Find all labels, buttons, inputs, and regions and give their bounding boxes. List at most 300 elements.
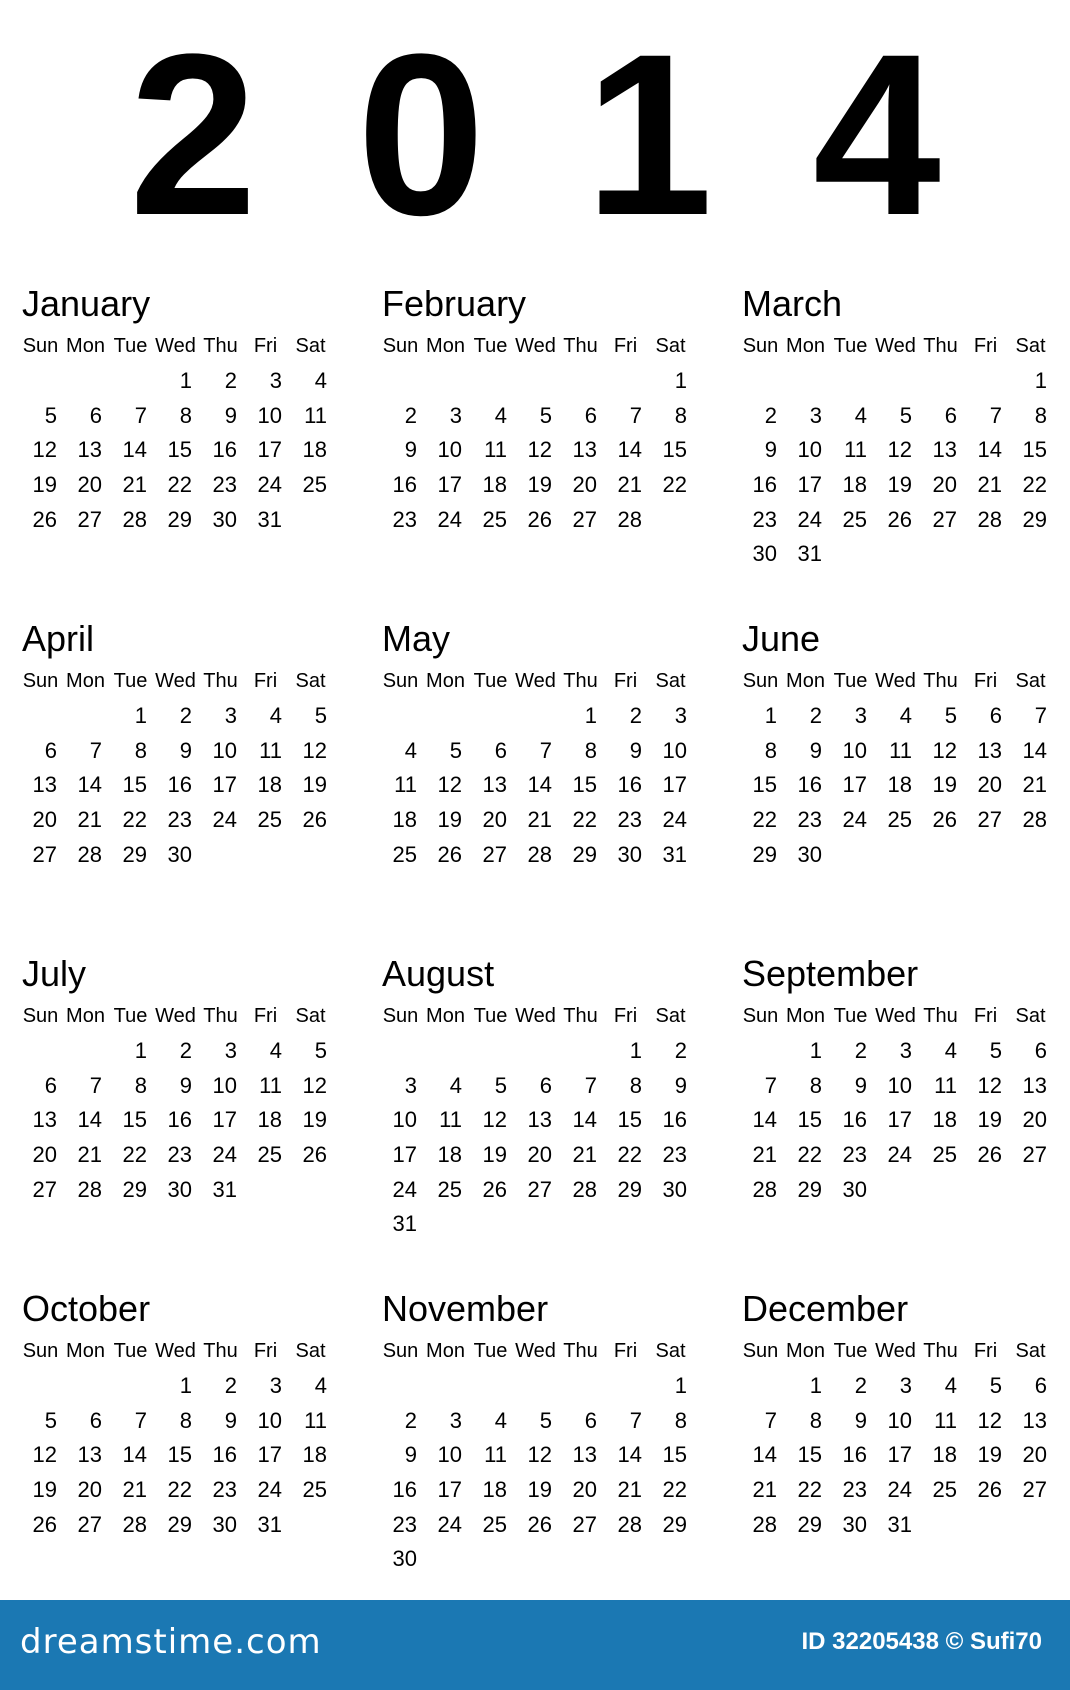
week-row xyxy=(378,1034,738,1069)
week-row xyxy=(738,803,1058,838)
day-cell: 12 xyxy=(32,1442,57,1468)
day-cell: 17 xyxy=(257,1442,282,1468)
week-row xyxy=(18,1173,378,1208)
day-cell: 25 xyxy=(887,807,912,833)
day-cell: 28 xyxy=(752,1176,777,1202)
day-cell: 23 xyxy=(392,1511,417,1537)
day-cell: 6 xyxy=(539,1072,552,1098)
day-cell: 18 xyxy=(257,772,282,798)
day-cell: 23 xyxy=(167,1142,192,1168)
weekday-label: Sat xyxy=(1015,1340,1046,1362)
day-cell: 22 xyxy=(662,472,687,498)
week-row xyxy=(738,537,1058,572)
day-cell: 4 xyxy=(944,1373,957,1398)
week-row xyxy=(738,838,1058,873)
weekday-label: Sun xyxy=(382,335,419,357)
day-cell: 20 xyxy=(77,472,102,498)
day-cell: 7 xyxy=(134,1407,147,1433)
day-cell: 25 xyxy=(257,1142,282,1168)
day-cell xyxy=(378,364,423,399)
day-cell: 19 xyxy=(887,472,912,498)
day-cell: 16 xyxy=(842,1107,867,1133)
day-cell: 15 xyxy=(752,772,777,798)
week-row xyxy=(18,1103,378,1138)
day-cell: 21 xyxy=(77,1142,102,1168)
day-cell: 16 xyxy=(797,772,822,798)
day-cell: 7 xyxy=(629,402,642,428)
day-cell: 24 xyxy=(797,506,822,532)
day-cell: 21 xyxy=(617,1477,642,1503)
day-cell: 17 xyxy=(797,472,822,498)
week-row xyxy=(18,399,378,434)
day-cell: 14 xyxy=(617,1442,642,1468)
week-row xyxy=(378,1103,738,1138)
day-cell: 10 xyxy=(257,1407,282,1433)
day-cell: 5 xyxy=(44,1407,57,1433)
weekday-label: Sun xyxy=(382,1340,419,1362)
day-cell xyxy=(918,838,963,873)
weekday-label: Wed xyxy=(155,1005,196,1027)
month-name: May xyxy=(382,618,451,659)
weekday-label: Thu xyxy=(923,335,958,357)
week-row xyxy=(738,1173,1058,1208)
day-cell: 18 xyxy=(932,1107,957,1133)
week-row xyxy=(18,734,378,769)
day-cell: 11 xyxy=(394,772,417,798)
day-cell: 28 xyxy=(77,841,102,867)
day-cell: 14 xyxy=(77,1107,102,1133)
weekday-header xyxy=(18,663,378,699)
day-cell: 20 xyxy=(527,1142,552,1168)
week-row xyxy=(738,433,1058,468)
day-cell: 29 xyxy=(797,1511,822,1537)
day-cell: 25 xyxy=(932,1142,957,1168)
day-cell xyxy=(648,503,693,538)
weekday-label: Sat xyxy=(655,1340,686,1362)
week-row xyxy=(18,503,378,538)
weekday-label: Tue xyxy=(833,670,868,692)
day-cell: 19 xyxy=(977,1107,1002,1133)
week-row xyxy=(378,1369,738,1404)
day-cell: 15 xyxy=(797,1107,822,1133)
day-cell: 3 xyxy=(809,402,822,428)
weekday-label: Thu xyxy=(203,335,238,357)
day-cell: 19 xyxy=(932,772,957,798)
day-cell: 12 xyxy=(527,437,552,463)
day-cell: 7 xyxy=(1034,703,1047,728)
day-cell: 9 xyxy=(629,737,642,763)
day-cell xyxy=(513,1542,558,1577)
day-cell xyxy=(918,537,963,572)
day-cell: 17 xyxy=(257,437,282,463)
day-cell xyxy=(828,364,873,399)
day-cell: 14 xyxy=(122,437,147,463)
day-cell xyxy=(18,364,63,399)
day-cell xyxy=(468,1542,513,1577)
day-cell: 23 xyxy=(842,1477,867,1503)
day-cell xyxy=(558,1207,603,1242)
weekday-label: Tue xyxy=(113,1340,148,1362)
day-cell: 20 xyxy=(32,1142,57,1168)
year-digit: 2 xyxy=(129,6,258,263)
day-cell: 2 xyxy=(404,402,417,428)
weekday-label: Wed xyxy=(515,1340,556,1362)
day-cell: 7 xyxy=(134,402,147,428)
day-cell: 11 xyxy=(934,1407,957,1433)
day-cell: 3 xyxy=(899,1373,912,1398)
week-row xyxy=(378,838,738,873)
day-cell: 26 xyxy=(977,1142,1002,1168)
day-cell: 23 xyxy=(167,807,192,833)
day-cell xyxy=(243,838,288,873)
day-cell: 30 xyxy=(662,1176,687,1202)
day-cell: 27 xyxy=(77,1511,102,1537)
day-cell xyxy=(963,838,1008,873)
day-cell: 10 xyxy=(797,437,822,463)
day-cell: 26 xyxy=(32,506,57,532)
year-title xyxy=(0,6,1070,263)
day-cell: 2 xyxy=(404,1407,417,1433)
week-row xyxy=(378,364,738,399)
day-cell xyxy=(513,364,558,399)
day-cell: 4 xyxy=(269,703,282,728)
day-cell xyxy=(603,1369,648,1404)
day-cell xyxy=(423,1207,468,1242)
day-cell: 29 xyxy=(662,1511,687,1537)
month-name: June xyxy=(742,618,821,659)
day-cell: 26 xyxy=(527,1511,552,1537)
day-cell: 31 xyxy=(662,841,687,867)
day-cell: 10 xyxy=(437,1442,462,1468)
weekday-label: Sun xyxy=(382,670,419,692)
weekday-label: Sun xyxy=(382,1005,419,1027)
day-cell: 7 xyxy=(764,1072,777,1098)
day-cell: 20 xyxy=(77,1477,102,1503)
week-row xyxy=(738,1034,1058,1069)
day-cell: 6 xyxy=(989,703,1002,728)
day-cell: 8 xyxy=(179,1407,192,1433)
week-row xyxy=(378,1473,738,1508)
day-cell: 12 xyxy=(527,1442,552,1468)
day-cell: 18 xyxy=(302,1442,327,1468)
image-credit: ID 32205438 © Sufi70 xyxy=(801,1628,1042,1655)
day-cell: 31 xyxy=(257,506,282,532)
weekday-label: Wed xyxy=(515,335,556,357)
day-cell xyxy=(288,503,333,538)
day-cell: 24 xyxy=(437,506,462,532)
weekday-label: Wed xyxy=(515,670,556,692)
month-name: December xyxy=(742,1288,909,1329)
day-cell: 25 xyxy=(482,506,507,532)
day-cell xyxy=(873,537,918,572)
week-row xyxy=(18,468,378,503)
day-cell: 29 xyxy=(122,1176,147,1202)
day-cell: 27 xyxy=(527,1176,552,1202)
day-cell: 9 xyxy=(179,1072,192,1098)
weekday-label: Sat xyxy=(655,670,686,692)
weekday-header xyxy=(378,328,738,364)
day-cell: 4 xyxy=(449,1072,462,1098)
day-cell: 11 xyxy=(439,1107,462,1133)
day-cell: 16 xyxy=(212,1442,237,1468)
month-name: November xyxy=(382,1288,549,1329)
day-cell: 27 xyxy=(1022,1142,1047,1168)
week-row xyxy=(738,1404,1058,1439)
day-cell: 26 xyxy=(977,1477,1002,1503)
day-cell: 24 xyxy=(392,1176,417,1202)
day-cell: 8 xyxy=(584,737,597,763)
day-cell: 27 xyxy=(32,1176,57,1202)
week-row xyxy=(738,734,1058,769)
weekday-header xyxy=(738,328,1058,364)
day-cell: 28 xyxy=(617,1511,642,1537)
day-cell: 2 xyxy=(179,1038,192,1063)
day-cell: 14 xyxy=(617,437,642,463)
day-cell xyxy=(378,1369,423,1404)
day-cell: 18 xyxy=(842,472,867,498)
day-cell: 4 xyxy=(944,1038,957,1063)
day-cell: 18 xyxy=(932,1442,957,1468)
day-cell xyxy=(423,699,468,734)
day-cell: 30 xyxy=(212,1511,237,1537)
week-row xyxy=(738,364,1058,399)
day-cell xyxy=(63,699,108,734)
weekday-label: Sun xyxy=(22,1005,59,1027)
day-cell: 1 xyxy=(134,703,147,728)
day-cell xyxy=(18,699,63,734)
week-row xyxy=(738,1369,1058,1404)
day-cell: 3 xyxy=(224,1038,237,1063)
day-cell xyxy=(738,1369,783,1404)
day-cell: 11 xyxy=(304,1407,327,1433)
day-cell xyxy=(828,537,873,572)
week-row xyxy=(378,1207,738,1242)
day-cell: 12 xyxy=(932,737,957,763)
day-cell: 1 xyxy=(179,368,192,393)
day-cell: 24 xyxy=(662,807,687,833)
weekday-label: Wed xyxy=(875,670,916,692)
brand-logo[interactable]: dreamstime.com xyxy=(20,1622,322,1662)
day-cell: 9 xyxy=(224,1407,237,1433)
month-march xyxy=(738,282,1058,617)
day-cell xyxy=(558,1542,603,1577)
day-cell xyxy=(1008,537,1053,572)
weekday-label: Sat xyxy=(655,335,686,357)
weekday-label: Wed xyxy=(875,1005,916,1027)
week-row xyxy=(378,1138,738,1173)
day-cell: 10 xyxy=(257,402,282,428)
weekday-label: Thu xyxy=(563,670,598,692)
day-cell: 21 xyxy=(122,1477,147,1503)
month-january xyxy=(18,282,378,617)
day-cell: 21 xyxy=(77,807,102,833)
day-cell: 9 xyxy=(764,437,777,463)
week-row xyxy=(378,803,738,838)
day-cell xyxy=(873,1173,918,1208)
day-cell: 30 xyxy=(842,1176,867,1202)
day-cell xyxy=(918,364,963,399)
weekday-label: Wed xyxy=(875,1340,916,1362)
week-row xyxy=(378,503,738,538)
day-cell: 15 xyxy=(167,1442,192,1468)
weekday-header xyxy=(378,998,738,1034)
weekday-label: Wed xyxy=(155,670,196,692)
day-cell: 24 xyxy=(842,807,867,833)
day-cell xyxy=(513,699,558,734)
day-cell: 9 xyxy=(179,737,192,763)
day-cell: 18 xyxy=(887,772,912,798)
weekday-label: Thu xyxy=(203,670,238,692)
day-cell: 3 xyxy=(269,368,282,393)
week-row xyxy=(378,1438,738,1473)
day-cell xyxy=(513,1034,558,1069)
weekday-label: Fri xyxy=(253,335,278,357)
day-cell: 3 xyxy=(224,703,237,728)
day-cell: 20 xyxy=(482,807,507,833)
day-cell: 17 xyxy=(887,1107,912,1133)
weekday-label: Fri xyxy=(613,335,638,357)
day-cell xyxy=(243,1173,288,1208)
day-cell: 17 xyxy=(212,1107,237,1133)
weekday-label: Thu xyxy=(923,1005,958,1027)
day-cell: 5 xyxy=(539,402,552,428)
weekday-header xyxy=(378,663,738,699)
weekday-label: Mon xyxy=(786,670,825,692)
month-june xyxy=(738,617,1058,952)
day-cell: 30 xyxy=(617,841,642,867)
day-cell: 25 xyxy=(392,841,417,867)
day-cell: 27 xyxy=(77,506,102,532)
day-cell: 10 xyxy=(662,737,687,763)
weekday-label: Thu xyxy=(203,1005,238,1027)
weekday-label: Mon xyxy=(66,670,105,692)
day-cell xyxy=(468,1207,513,1242)
month-april xyxy=(18,617,378,952)
day-cell: 14 xyxy=(977,437,1002,463)
day-cell: 14 xyxy=(122,1442,147,1468)
day-cell: 15 xyxy=(572,772,597,798)
day-cell xyxy=(288,1508,333,1543)
week-row xyxy=(378,1069,738,1104)
day-cell: 1 xyxy=(584,703,597,728)
day-cell: 24 xyxy=(212,1142,237,1168)
week-row xyxy=(18,1034,378,1069)
day-cell: 10 xyxy=(887,1072,912,1098)
day-cell: 22 xyxy=(167,1477,192,1503)
day-cell xyxy=(963,537,1008,572)
day-cell: 19 xyxy=(527,1477,552,1503)
day-cell: 8 xyxy=(809,1407,822,1433)
day-cell: 4 xyxy=(404,737,417,763)
day-cell: 26 xyxy=(482,1176,507,1202)
day-cell: 31 xyxy=(887,1511,912,1537)
day-cell xyxy=(63,1034,108,1069)
month-name: October xyxy=(22,1288,151,1329)
weekday-label: Thu xyxy=(563,1005,598,1027)
day-cell: 16 xyxy=(617,772,642,798)
weekday-header xyxy=(738,663,1058,699)
day-cell xyxy=(423,1369,468,1404)
day-cell: 18 xyxy=(257,1107,282,1133)
day-cell: 20 xyxy=(572,472,597,498)
day-cell: 13 xyxy=(527,1107,552,1133)
day-cell: 19 xyxy=(977,1442,1002,1468)
day-cell: 13 xyxy=(1022,1407,1047,1433)
day-cell: 22 xyxy=(122,807,147,833)
weekday-label: Mon xyxy=(786,1005,825,1027)
weekday-label: Fri xyxy=(973,1005,998,1027)
weekday-label: Mon xyxy=(426,335,465,357)
week-row xyxy=(738,1508,1058,1543)
day-cell: 24 xyxy=(887,1142,912,1168)
day-cell: 28 xyxy=(122,506,147,532)
weekday-label: Sat xyxy=(295,670,326,692)
week-row xyxy=(378,1173,738,1208)
day-cell: 2 xyxy=(809,703,822,728)
day-cell: 27 xyxy=(572,1511,597,1537)
day-cell: 1 xyxy=(1034,368,1047,393)
day-cell: 6 xyxy=(1034,1373,1047,1398)
weekday-label: Sun xyxy=(742,1005,779,1027)
day-cell: 4 xyxy=(314,368,327,393)
week-row xyxy=(18,1438,378,1473)
weekday-label: Fri xyxy=(973,335,998,357)
year-digit: 0 xyxy=(357,6,485,263)
day-cell: 23 xyxy=(797,807,822,833)
day-cell: 21 xyxy=(572,1142,597,1168)
day-cell: 15 xyxy=(1022,437,1047,463)
day-cell: 8 xyxy=(809,1072,822,1098)
day-cell: 31 xyxy=(212,1176,237,1202)
day-cell: 6 xyxy=(494,737,507,763)
day-cell: 14 xyxy=(752,1442,777,1468)
day-cell xyxy=(918,1508,963,1543)
day-cell: 6 xyxy=(89,1407,102,1433)
day-cell: 7 xyxy=(89,1072,102,1098)
month-november xyxy=(378,1287,738,1622)
day-cell: 4 xyxy=(269,1038,282,1063)
day-cell: 27 xyxy=(32,841,57,867)
week-row xyxy=(18,1508,378,1543)
day-cell: 15 xyxy=(662,1442,687,1468)
day-cell: 16 xyxy=(212,437,237,463)
day-cell: 21 xyxy=(1022,772,1047,798)
day-cell: 11 xyxy=(259,1072,282,1098)
weekday-label: Sun xyxy=(742,1340,779,1362)
weekday-label: Tue xyxy=(113,335,148,357)
day-cell: 27 xyxy=(1022,1477,1047,1503)
day-cell: 5 xyxy=(44,402,57,428)
day-cell: 31 xyxy=(392,1211,417,1237)
day-cell: 5 xyxy=(449,737,462,763)
day-cell: 11 xyxy=(259,737,282,763)
day-cell: 30 xyxy=(167,1176,192,1202)
day-cell xyxy=(558,364,603,399)
day-cell: 30 xyxy=(797,841,822,867)
day-cell: 19 xyxy=(527,472,552,498)
day-cell: 11 xyxy=(484,1442,507,1468)
weekday-label: Tue xyxy=(113,1005,148,1027)
day-cell xyxy=(828,838,873,873)
weekday-label: Sat xyxy=(1015,1005,1046,1027)
day-cell: 14 xyxy=(77,772,102,798)
day-cell: 1 xyxy=(674,1373,687,1398)
day-cell: 26 xyxy=(302,1142,327,1168)
day-cell: 25 xyxy=(257,807,282,833)
day-cell: 1 xyxy=(179,1373,192,1398)
day-cell: 14 xyxy=(572,1107,597,1133)
weekday-label: Mon xyxy=(786,1340,825,1362)
